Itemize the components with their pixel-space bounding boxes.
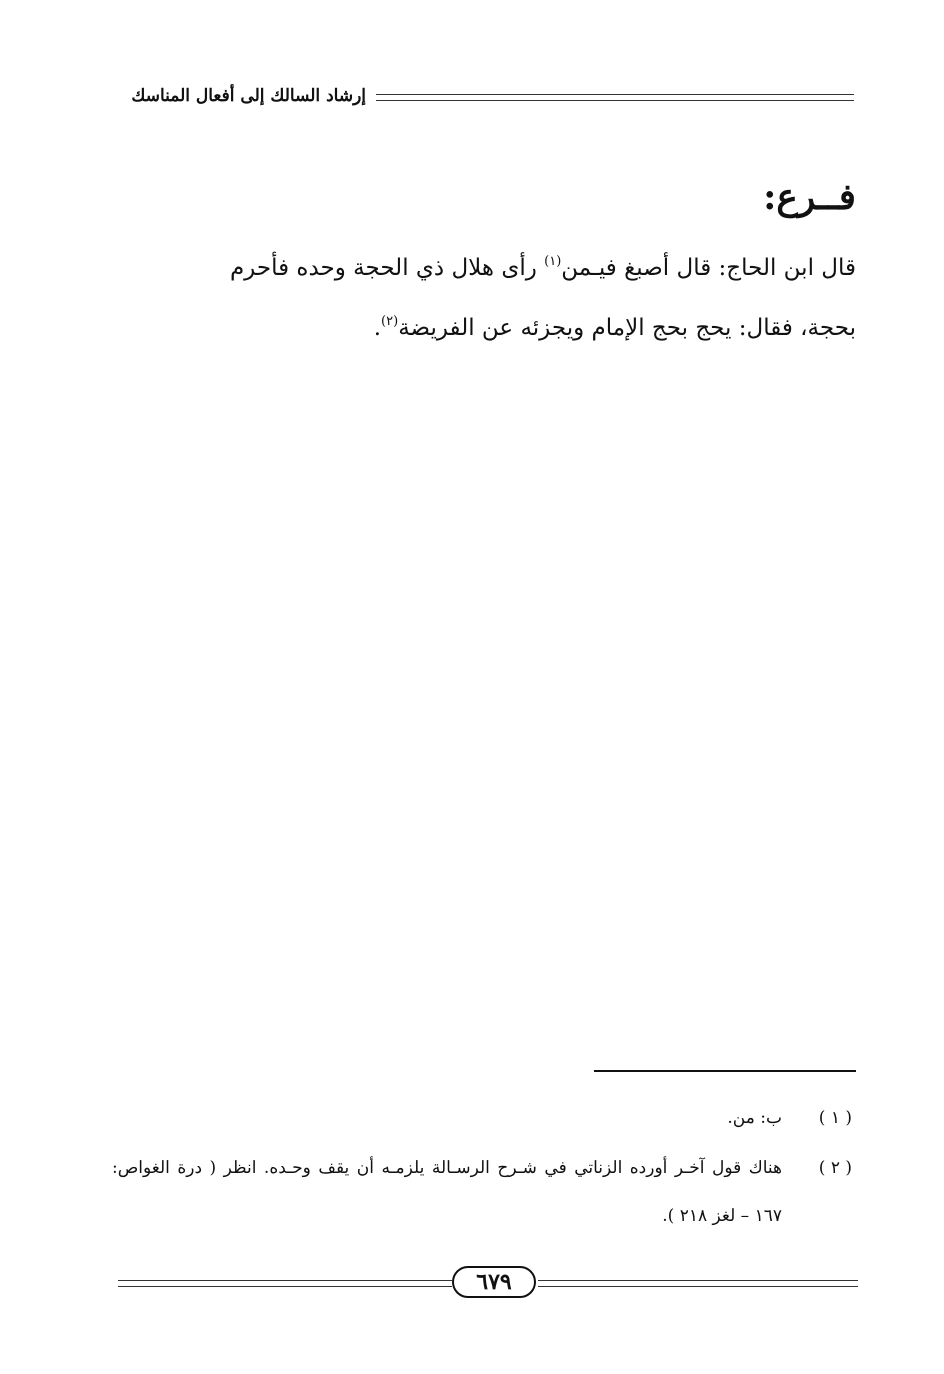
running-header (112, 84, 854, 116)
footer-double-rule (118, 1280, 452, 1288)
body-line (110, 298, 856, 358)
body-text-segment: . (373, 315, 382, 341)
body-text-segment: قال ابن الحاج: قال أصبغ فيـمن (561, 255, 856, 281)
body-text-segment: رأى هلال ذي الحجة وحده فأحرم (229, 255, 545, 281)
footnote-reference: (٢) (381, 314, 399, 329)
footnote-reference: (١) (544, 254, 562, 269)
body-line (110, 238, 856, 298)
section-heading: فــرع: (763, 176, 856, 218)
header-double-rule (376, 94, 854, 102)
footnote-separator (594, 1070, 856, 1072)
footer-double-rule (538, 1280, 858, 1288)
page-number: ٦٧٩ (452, 1266, 536, 1298)
footnote (112, 1094, 852, 1142)
body-paragraph (110, 238, 856, 358)
footnotes (112, 1094, 852, 1242)
footnote (112, 1144, 852, 1240)
footnote-text: هناك قول آخـر أورده الزناتي في شـرح الرسـالة يلزمـه أن يقف وحـده. انظر ( درة الغواص: ١٦٧ – لغز ٢١٨ ). (112, 1158, 782, 1226)
footnote-number: ( ١ ) (818, 1108, 852, 1128)
page-footer (118, 1264, 858, 1304)
book-title: إرشاد السالك إلى أفعال المناسك (131, 86, 366, 106)
body-text-segment: بحجة، فقال: يحج بحج الإمام ويجزئه عن الفريضة (398, 315, 856, 341)
footnote-text: ب: من. (727, 1108, 782, 1128)
footnote-number: ( ٢ ) (818, 1158, 852, 1178)
